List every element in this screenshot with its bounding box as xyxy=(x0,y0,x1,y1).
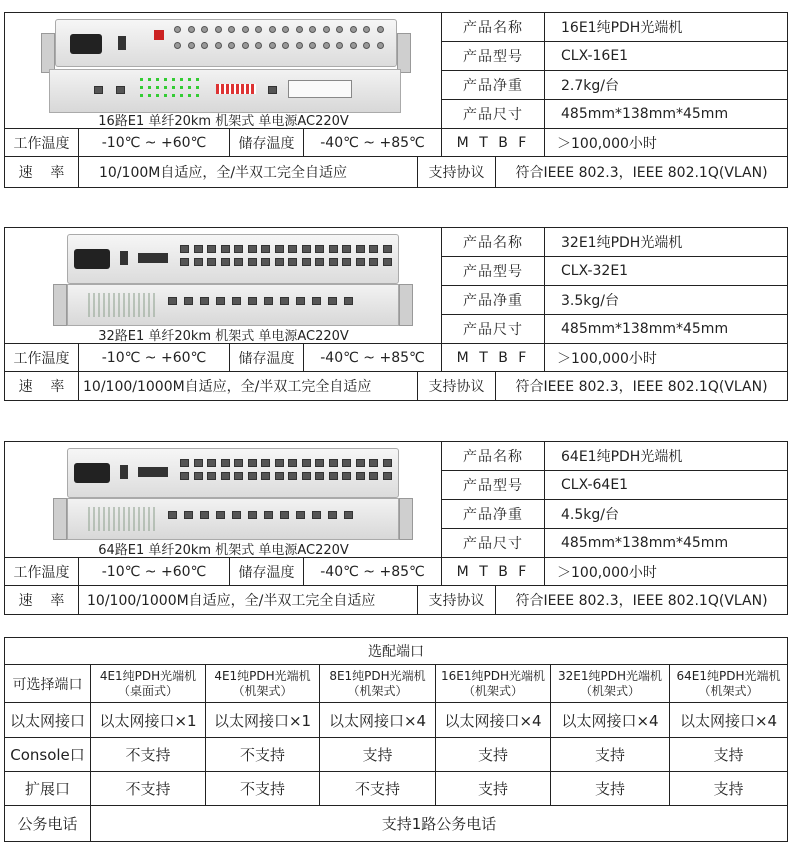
e1-port-icon xyxy=(180,258,189,266)
bnc-connector-icon xyxy=(174,42,181,49)
bnc-connector-icon xyxy=(242,42,249,49)
bnc-connector-icon xyxy=(309,26,316,33)
e1-port-icon xyxy=(356,472,365,480)
status-led-icon xyxy=(148,94,151,97)
bnc-connector-icon xyxy=(296,26,303,33)
table-cell: 以太网接口×4 xyxy=(320,703,436,737)
row-label: 以太网接口 xyxy=(5,703,91,737)
status-led-icon xyxy=(172,94,175,97)
e1-port-icon xyxy=(315,245,324,253)
protocol-value: 符合IEEE 802.3，IEEE 802.1Q(VLAN) xyxy=(515,379,768,395)
power-socket-icon xyxy=(74,249,110,269)
ethernet-port-icon xyxy=(116,86,125,94)
e1-port-icon xyxy=(383,459,392,467)
status-led-icon xyxy=(188,94,191,97)
status-led-icon xyxy=(188,78,191,81)
e1-port-icon xyxy=(234,245,243,253)
e1-port-icon xyxy=(248,245,257,253)
bnc-connector-icon xyxy=(269,26,276,33)
bnc-connector-icon xyxy=(363,26,370,33)
status-led-icon xyxy=(180,94,183,97)
spec-row-size: 产品尺寸 485mm*138mm*45mm xyxy=(442,529,787,558)
product-caption: 32路E1 单纤20km 机架式 单电源AC220V xyxy=(98,329,349,344)
status-led-icon xyxy=(148,86,151,89)
status-led-icon xyxy=(172,86,175,89)
console-port-icon xyxy=(268,86,277,94)
e1-port-icon xyxy=(342,459,351,467)
e1-port-icon xyxy=(315,258,324,266)
rate-label: 速 率 xyxy=(5,372,79,400)
device-front-view xyxy=(67,498,399,540)
bnc-connector-icon xyxy=(255,42,262,49)
table-cell: 不支持 xyxy=(206,772,320,805)
rate-row xyxy=(5,372,787,400)
e1-port-icon xyxy=(288,258,297,266)
e1-port-icon xyxy=(261,459,270,467)
e1-port-icon xyxy=(248,472,257,480)
status-led-icon xyxy=(180,86,183,89)
work-temp-label: 工作温度 xyxy=(5,558,79,585)
ethernet-port-icon xyxy=(184,511,193,519)
label-panel xyxy=(288,80,352,98)
ethernet-port-icon xyxy=(168,297,177,305)
e1-port-icon xyxy=(302,472,311,480)
e1-port-icon xyxy=(194,472,203,480)
column-header: 4E1纯PDH光端机 （机架式） xyxy=(206,665,320,702)
ethernet-port-icon xyxy=(168,511,177,519)
protocol-label: 支持协议 xyxy=(418,586,496,614)
ethernet-port-icon xyxy=(312,511,321,519)
table-cell: 不支持 xyxy=(91,738,206,771)
bnc-connector-group xyxy=(174,26,394,62)
product-image-32e1 xyxy=(5,228,442,344)
rate-value: 10/100M自适应，全/半双工完全自适应 xyxy=(79,157,418,187)
e1-port-icon xyxy=(288,459,297,467)
rate-row xyxy=(5,586,787,614)
ethernet-port-icon xyxy=(248,511,257,519)
e1-port-icon xyxy=(234,472,243,480)
e1-port-icon xyxy=(261,472,270,480)
ethernet-port-icon xyxy=(216,511,225,519)
dip-switch-icon xyxy=(216,84,256,94)
e1-port-icon xyxy=(302,258,311,266)
store-temp-label: 储存温度 xyxy=(230,129,304,156)
protocol-value: 符合IEEE 802.3，IEEE 802.1Q(VLAN) xyxy=(515,165,768,181)
bnc-connector-icon xyxy=(228,26,235,33)
rack-ear-left xyxy=(53,498,67,540)
bnc-connector-icon xyxy=(323,26,330,33)
table-cell: 以太网接口×1 xyxy=(206,703,320,737)
bnc-connector-icon xyxy=(363,42,370,49)
table-cell: 支持 xyxy=(551,738,670,771)
status-led-icon xyxy=(164,78,167,81)
table-cell: 不支持 xyxy=(91,772,206,805)
bnc-connector-icon xyxy=(309,42,316,49)
table-row-expansion xyxy=(5,772,787,806)
table-cell: 支持 xyxy=(436,738,551,771)
work-temp-value: -10℃ ~ +60℃ xyxy=(79,129,230,156)
e1-port-icon xyxy=(275,245,284,253)
bnc-connector-icon xyxy=(174,26,181,33)
store-temp-value: -40℃ ~ +85℃ xyxy=(304,344,442,371)
bnc-connector-icon xyxy=(269,42,276,49)
status-led-icon xyxy=(156,94,159,97)
table-cell: 支持 xyxy=(713,780,744,798)
column-header: 32E1纯PDH光端机 （机架式） xyxy=(551,665,670,702)
bnc-connector-icon xyxy=(296,42,303,49)
ethernet-port-icon xyxy=(280,297,289,305)
e1-port-icon xyxy=(221,245,230,253)
e1-port-icon xyxy=(356,245,365,253)
e1-port-icon xyxy=(248,258,257,266)
rate-label: 速 率 xyxy=(5,157,79,187)
e1-port-icon xyxy=(329,459,338,467)
store-temp-value: -40℃ ~ +85℃ xyxy=(304,129,442,156)
rack-ear-left xyxy=(41,33,55,73)
table-cell: 以太网接口×4 xyxy=(551,703,670,737)
status-led-icon xyxy=(140,78,143,81)
table-cell: 支持 xyxy=(320,738,436,771)
protocol-label: 支持协议 xyxy=(418,372,496,400)
mtbf-label: M T B F xyxy=(442,558,545,585)
status-led-group xyxy=(140,78,210,104)
row-label: 扩展口 xyxy=(5,772,91,805)
status-led-icon xyxy=(188,86,191,89)
ethernet-port-icon xyxy=(296,297,305,305)
table-cell: 不支持 xyxy=(206,738,320,771)
e1-port-icon xyxy=(221,472,230,480)
e1-port-icon xyxy=(329,245,338,253)
ethernet-port-icon xyxy=(184,297,193,305)
e1-port-icon xyxy=(207,472,216,480)
table-cell: 以太网接口×4 xyxy=(679,711,778,730)
temperature-row xyxy=(5,129,787,157)
spec-row-weight: 产品净重 2.7kg/台 xyxy=(442,71,787,100)
product-card-64e1 xyxy=(4,441,788,615)
e1-port-icon xyxy=(275,258,284,266)
spec-row-model: 产品型号 CLX-16E1 xyxy=(442,42,787,71)
ethernet-port-icon xyxy=(232,511,241,519)
bnc-connector-icon xyxy=(282,26,289,33)
work-temp-value: -10℃ ~ +60℃ xyxy=(79,344,230,371)
e1-port-icon xyxy=(342,245,351,253)
bnc-connector-icon xyxy=(228,42,235,49)
bnc-connector-icon xyxy=(215,42,222,49)
status-led-group xyxy=(88,507,158,531)
status-led-icon xyxy=(148,78,151,81)
e1-port-icon xyxy=(369,245,378,253)
bnc-connector-icon xyxy=(336,26,343,33)
ethernet-port-icon xyxy=(328,297,337,305)
bnc-connector-icon xyxy=(201,26,208,33)
e1-port-icon xyxy=(194,245,203,253)
ethernet-port-icon xyxy=(94,86,103,94)
e1-port-icon xyxy=(383,258,392,266)
status-led-icon xyxy=(172,78,175,81)
table-cell: 支持 xyxy=(713,746,744,764)
e1-port-icon xyxy=(329,258,338,266)
e1-port-icon xyxy=(194,258,203,266)
ethernet-port-icon xyxy=(344,511,353,519)
column-header: 4E1纯PDH光端机 （桌面式） xyxy=(91,665,206,702)
status-led-icon xyxy=(196,94,199,97)
temperature-row xyxy=(5,558,787,586)
store-temp-label: 储存温度 xyxy=(230,558,304,585)
table-cell: 支持 xyxy=(436,772,551,805)
e1-port-icon xyxy=(180,459,189,467)
column-header: 64E1纯PDH光端机 （机架式） xyxy=(676,668,781,698)
table-row-console xyxy=(5,738,787,772)
store-temp-label: 储存温度 xyxy=(230,344,304,371)
e1-port-group xyxy=(180,459,396,489)
work-temp-value: -10℃ ~ +60℃ xyxy=(79,558,230,585)
table-title: 选配端口 xyxy=(5,638,787,665)
fiber-port-icon xyxy=(138,467,168,477)
status-led-icon xyxy=(196,78,199,81)
e1-port-icon xyxy=(356,258,365,266)
e1-port-icon xyxy=(221,258,230,266)
rack-ear-left xyxy=(53,284,67,326)
column-header: 16E1纯PDH光端机 （机架式） xyxy=(436,665,551,702)
e1-port-icon xyxy=(234,459,243,467)
bnc-connector-icon xyxy=(282,42,289,49)
ethernet-port-icon xyxy=(264,297,273,305)
power-switch-icon xyxy=(120,251,128,265)
corner-cell: 可选择端口 xyxy=(5,665,91,702)
spec-row-name: 产品名称 16E1纯PDH光端机 xyxy=(442,13,787,42)
e1-port-group xyxy=(180,245,396,275)
e1-port-icon xyxy=(315,472,324,480)
ethernet-port-icon xyxy=(200,511,209,519)
table-row-ethernet xyxy=(5,703,787,738)
e1-port-icon xyxy=(275,459,284,467)
e1-port-icon xyxy=(369,459,378,467)
row-label: Console口 xyxy=(5,738,91,771)
spec-row-size: 产品尺寸 485mm*138mm*45mm xyxy=(442,100,787,129)
bnc-connector-icon xyxy=(336,42,343,49)
fiber-port-icon xyxy=(154,30,164,40)
status-led-icon xyxy=(196,86,199,89)
product-card-32e1 xyxy=(4,227,788,401)
e1-port-icon xyxy=(383,245,392,253)
ethernet-port-icon xyxy=(280,511,289,519)
e1-port-icon xyxy=(207,245,216,253)
e1-port-icon xyxy=(180,245,189,253)
column-header: 8E1纯PDH光端机 （机架式） xyxy=(320,665,436,702)
e1-port-icon xyxy=(261,245,270,253)
e1-port-icon xyxy=(302,245,311,253)
e1-port-icon xyxy=(207,258,216,266)
spec-row-weight: 产品净重 3.5kg/台 xyxy=(442,286,787,315)
ethernet-port-icon xyxy=(328,511,337,519)
ethernet-port-icon xyxy=(264,511,273,519)
power-switch-icon xyxy=(120,465,128,479)
product-card-16e1 xyxy=(4,12,788,188)
ethernet-port-icon xyxy=(232,297,241,305)
spec-row-weight: 产品净重 4.5kg/台 xyxy=(442,500,787,529)
bnc-connector-icon xyxy=(188,42,195,49)
bnc-connector-icon xyxy=(255,26,262,33)
mtbf-value: ＞100,000小时 xyxy=(557,350,657,367)
rate-row xyxy=(5,157,787,187)
device-front-view xyxy=(49,69,401,113)
power-socket-icon xyxy=(74,463,110,483)
e1-port-icon xyxy=(342,472,351,480)
table-cell: 以太网接口×1 xyxy=(91,703,206,737)
ethernet-port-icon xyxy=(216,297,225,305)
status-led-icon xyxy=(164,86,167,89)
status-led-icon xyxy=(164,94,167,97)
status-led-icon xyxy=(156,86,159,89)
rack-ear-right xyxy=(397,33,411,73)
status-led-icon xyxy=(140,86,143,89)
e1-port-icon xyxy=(302,459,311,467)
spec-row-name: 产品名称 64E1纯PDH光端机 xyxy=(442,442,787,471)
mtbf-label: M T B F xyxy=(442,129,545,156)
e1-port-icon xyxy=(369,472,378,480)
ethernet-port-group xyxy=(168,297,388,313)
e1-port-icon xyxy=(221,459,230,467)
bnc-connector-icon xyxy=(350,26,357,33)
e1-port-icon xyxy=(315,459,324,467)
e1-port-icon xyxy=(248,459,257,467)
device-rear-view xyxy=(67,234,399,284)
e1-port-icon xyxy=(261,258,270,266)
row-label: 公务电话 xyxy=(5,806,91,841)
bnc-connector-icon xyxy=(188,26,195,33)
bnc-connector-icon xyxy=(377,26,384,33)
power-socket-icon xyxy=(70,34,102,54)
table-cell: 以太网接口×4 xyxy=(436,703,551,737)
bnc-connector-icon xyxy=(323,42,330,49)
fiber-port-icon xyxy=(138,253,168,263)
e1-port-icon xyxy=(288,245,297,253)
bnc-connector-icon xyxy=(377,42,384,49)
status-led-icon xyxy=(156,78,159,81)
bnc-connector-icon xyxy=(215,26,222,33)
device-rear-view xyxy=(55,19,397,67)
e1-port-icon xyxy=(207,459,216,467)
table-cell: 支持 xyxy=(551,772,670,805)
mtbf-value: ＞100,000小时 xyxy=(557,564,657,581)
bnc-connector-icon xyxy=(242,26,249,33)
ethernet-port-icon xyxy=(248,297,257,305)
power-switch-icon xyxy=(118,36,126,50)
spec-row-model: 产品型号 CLX-64E1 xyxy=(442,471,787,500)
device-rear-view xyxy=(67,448,399,498)
device-front-view xyxy=(67,284,399,326)
product-image-16e1 xyxy=(5,13,442,129)
rate-label: 速 率 xyxy=(5,586,79,614)
spec-row-model: 产品型号 CLX-32E1 xyxy=(442,257,787,286)
protocol-value: 符合IEEE 802.3，IEEE 802.1Q(VLAN) xyxy=(515,593,768,609)
spec-row-name: 产品名称 32E1纯PDH光端机 xyxy=(442,228,787,257)
e1-port-icon xyxy=(194,459,203,467)
e1-port-icon xyxy=(356,459,365,467)
bnc-connector-icon xyxy=(201,42,208,49)
e1-port-icon xyxy=(180,472,189,480)
e1-port-icon xyxy=(234,258,243,266)
product-caption: 64路E1 单纤20km 机架式 单电源AC220V xyxy=(98,543,349,558)
e1-port-icon xyxy=(275,472,284,480)
rack-ear-right xyxy=(399,498,413,540)
temperature-row xyxy=(5,344,787,372)
e1-port-icon xyxy=(383,472,392,480)
status-led-icon xyxy=(140,94,143,97)
rack-ear-right xyxy=(399,284,413,326)
e1-port-icon xyxy=(369,258,378,266)
work-temp-label: 工作温度 xyxy=(5,344,79,371)
ethernet-port-icon xyxy=(312,297,321,305)
bnc-connector-icon xyxy=(350,42,357,49)
rate-value: 10/100/1000M自适应，全/半双工完全自适应 xyxy=(79,586,418,614)
optional-ports-table xyxy=(4,637,788,842)
spec-row-size: 产品尺寸 485mm*138mm*45mm xyxy=(442,315,787,344)
ethernet-port-group xyxy=(168,511,388,527)
status-led-icon xyxy=(180,78,183,81)
table-row-phone xyxy=(5,806,787,841)
status-led-group xyxy=(88,293,158,317)
table-cell: 不支持 xyxy=(320,772,436,805)
mtbf-label: M T B F xyxy=(442,344,545,371)
store-temp-value: -40℃ ~ +85℃ xyxy=(304,558,442,585)
ethernet-port-icon xyxy=(200,297,209,305)
rate-value: 10/100/1000M自适应，全/半双工完全自适应 xyxy=(79,372,418,400)
e1-port-icon xyxy=(342,258,351,266)
protocol-label: 支持协议 xyxy=(418,157,496,187)
table-cell: 支持1路公务电话 xyxy=(381,815,497,833)
product-caption: 16路E1 单纤20km 机架式 单电源AC220V xyxy=(98,114,349,129)
table-header-row xyxy=(5,665,787,703)
e1-port-icon xyxy=(329,472,338,480)
mtbf-value: ＞100,000小时 xyxy=(557,135,657,152)
e1-port-icon xyxy=(288,472,297,480)
product-image-64e1 xyxy=(5,442,442,558)
ethernet-port-icon xyxy=(296,511,305,519)
work-temp-label: 工作温度 xyxy=(5,129,79,156)
ethernet-port-icon xyxy=(344,297,353,305)
